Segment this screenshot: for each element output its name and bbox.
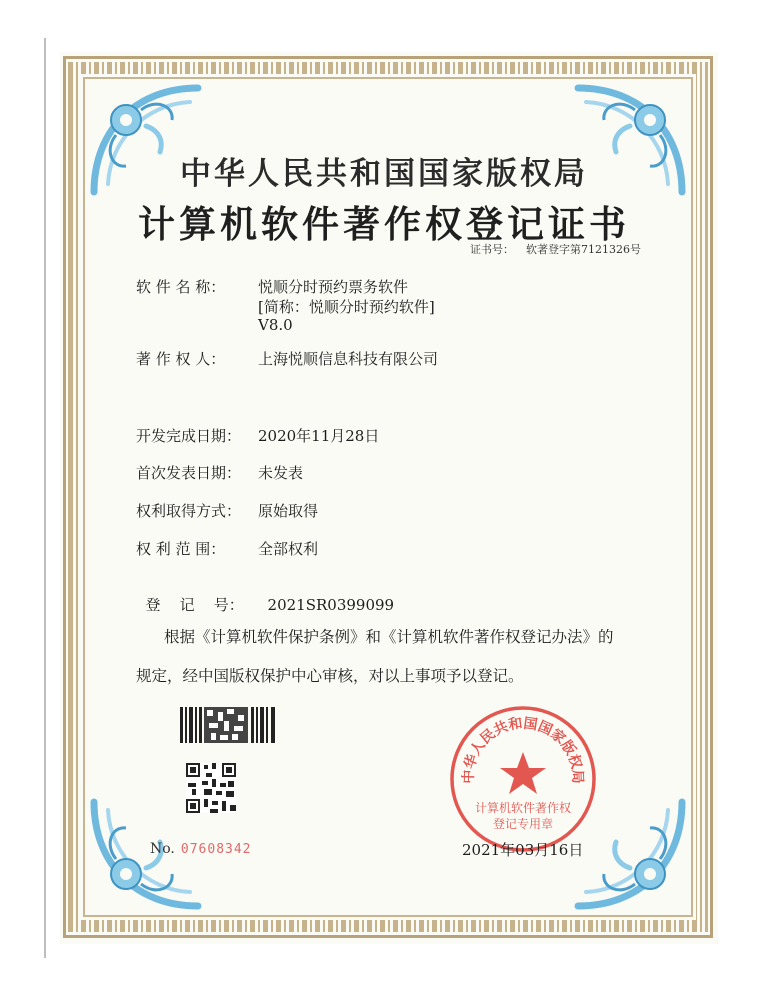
completion-date-row <box>136 425 379 446</box>
software-version: V8.0 <box>258 316 293 334</box>
software-name-value: 悦顺分时预约票务软件 <box>258 278 409 296</box>
certificate-number <box>470 241 641 257</box>
basis-text-line-1: 根据《计算机软件保护条例》和《计算机软件著作权登记办法》的 <box>164 628 614 646</box>
certificate-title: 计算机软件著作权登记证书 <box>138 202 630 246</box>
barcode-image <box>180 707 276 743</box>
rights-scope-value: 全部权利 <box>258 540 319 558</box>
publish-date-value: 未发表 <box>258 464 304 482</box>
acquire-method-row <box>136 500 318 521</box>
seal-arc-text: 中华人民共和国国家版权局 <box>460 715 586 784</box>
acquire-method-value: 原始取得 <box>258 502 319 520</box>
official-seal <box>448 704 598 854</box>
issuing-authority: 中华人民共和国国家版权局 <box>180 156 588 192</box>
serial-number-label: No. <box>150 841 175 857</box>
publish-date-row <box>136 462 303 483</box>
registration-number-label: 登 记 号： <box>145 596 244 614</box>
rights-scope-row <box>136 538 318 559</box>
owner-row <box>136 348 438 369</box>
owner-label: 著 作 权 人： <box>136 350 226 368</box>
registration-number-row <box>136 576 394 615</box>
seal-text-line-2: 登记专用章 <box>492 817 554 831</box>
completion-date-label: 开发完成日期： <box>136 427 242 445</box>
serial-number <box>150 841 252 857</box>
rights-scope-label: 权 利 范 围： <box>136 540 226 558</box>
certificate-number-label: 证书号： <box>470 243 514 256</box>
publish-date-label: 首次发表日期： <box>136 464 242 482</box>
software-short-name: [简称：悦顺分时预约软件] <box>258 298 435 316</box>
acquire-method-label: 权利取得方式： <box>136 502 242 520</box>
serial-number-value: 07608342 <box>180 842 252 857</box>
qr-code-image <box>186 763 236 813</box>
basis-text-line-2: 规定，经中国版权保护中心审核，对以上事项予以登记。 <box>136 667 524 685</box>
certificate-number-value: 软著登字第7121326号 <box>526 243 641 256</box>
software-name-label: 软 件 名 称： <box>136 278 226 296</box>
seal-text-line-1: 计算机软件著作权 <box>474 801 572 815</box>
registration-number-value: 2021SR0399099 <box>267 596 395 614</box>
completion-date-value: 2020年11月28日 <box>258 427 380 445</box>
issue-date: 2021年03月16日 <box>462 841 584 859</box>
owner-value: 上海悦顺信息科技有限公司 <box>258 350 439 368</box>
software-name-row <box>136 276 408 297</box>
